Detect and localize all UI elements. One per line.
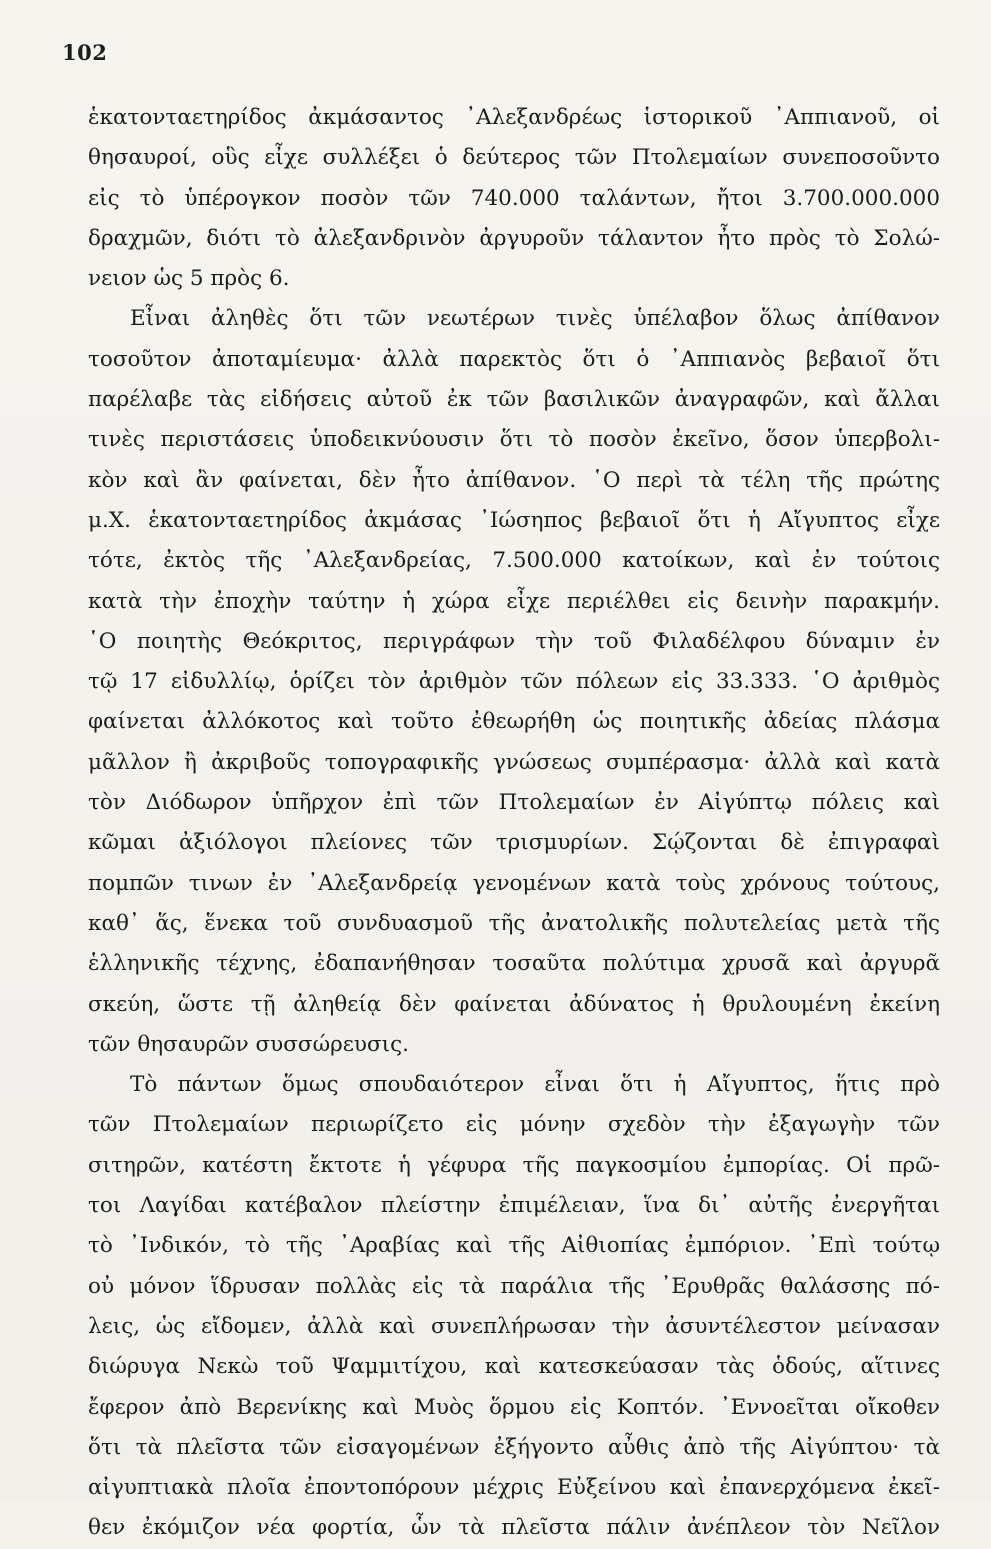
text-line: ἔφερον ἀπὸ Βερενίκης καὶ Μυὸς ὅρμου εἰς Κοπτόν. ᾿Εννοεῖται οἴκοθεν — [88, 1394, 940, 1420]
text-line: τὸ ᾿Ινδικόν, τὸ τῆς ᾿Αραβίας καὶ τῆς Αἰθιοπίας ἐμπόριον. ᾿Επὶ τούτῳ — [88, 1233, 940, 1259]
text-line: Εἶναι ἀληθὲς ὅτι τῶν νεωτέρων τινὲς ὑπέλαβον ὅλως ἀπίθανον — [130, 306, 940, 332]
text-line: ἑκατονταετηρίδος ἀκμάσαντος ᾿Αλεξανδρέως ἱστορικοῦ ᾿Αππιανοῦ, οἱ — [88, 105, 940, 130]
text-line: κῶμαι ἀξιόλογοι πλείονες τῶν τρισμυρίων. Σῴζονται δὲ ἐπιγραφαὶ — [88, 830, 940, 856]
text-line: παρέλαβε τὰς εἰδήσεις αὐτοῦ ἐκ τῶν βασιλικῶν ἀναγραφῶν, καὶ ἄλλαι — [88, 387, 940, 413]
text-line: ῾Ο ποιητὴς Θεόκριτος, περιγράφων τὴν τοῦ Φιλαδέλφου δύναμιν ἐν — [88, 628, 940, 654]
text-line: δραχμῶν, διότι τὸ ἀλεξανδρινὸν ἀργυροῦν τάλαντον ἦτο πρὸς τὸ Σολώ- — [88, 225, 940, 251]
text-line: νειον ὡς 5 πρὸς 6. — [88, 266, 290, 292]
text-line: τῶν θησαυρῶν συσσώρευσις. — [88, 1031, 409, 1057]
text-line: τοι Λαγίδαι κατέβαλον πλείστην ἐπιμέλειαν, ἵνα δι᾿ αὐτῆς ἐνεργῆται — [88, 1193, 940, 1219]
text-line: αἰγυπτιακὰ πλοῖα ἐποντοπόρουν μέχρις Εὐξείνου καὶ ἐπανερχόμενα ἐκεῖ- — [88, 1475, 940, 1501]
text-line: οὐ μόνον ἵδρυσαν πολλὰς εἰς τὰ παράλια τῆς ᾿Ερυθρᾶς θαλάσσης πό- — [88, 1273, 940, 1299]
text-line: φαίνεται ἀλλόκοτος καὶ τοῦτο ἐθεωρήθη ὡς ποιητικῆς ἀδείας πλάσμα — [88, 709, 940, 735]
text-line: ὅτι τὰ πλεῖστα τῶν εἰσαγομένων ἐξήγοντο αὖθις ἀπὸ τῆς Αἰγύπτου· τὰ — [88, 1434, 940, 1460]
text-line: σκεύη, ὥστε τῇ ἀληθείᾳ δὲν φαίνεται ἀδύνατος ἡ θρυλουμένη ἐκείνη — [88, 991, 940, 1017]
text-line: μ.Χ. ἑκατονταετηρίδος ἀκμάσας ᾿Ιώσηπος βεβαιοῖ ὅτι ἡ Αἴγυπτος εἶχε — [88, 507, 940, 533]
text-line: σιτηρῶν, κατέστη ἔκτοτε ἡ γέφυρα τῆς παγκοσμίου ἐμπορίας. Οἱ πρῶ- — [88, 1152, 940, 1178]
body-text — [88, 98, 940, 1549]
text-line: τοσοῦτον ἀποταμίευμα· ἀλλὰ παρεκτὸς ὅτι ὁ ᾿Αππιανὸς βεβαιοῖ ὅτι — [88, 346, 940, 372]
text-line: θησαυροί, οὓς εἶχε συλλέξει ὁ δεύτερος τῶν Πτολεμαίων συνεποσοῦντο — [88, 145, 940, 171]
text-line: κατὰ τὴν ἐποχὴν ταύτην ἡ χώρα εἶχε περιέλθει εἰς δεινὴν παρακμήν. — [88, 588, 940, 614]
text-line: θεν ἐκόμιζον νέα φορτία, ὧν τὰ πλεῖστα πάλιν ἀνέπλεον τὸν Νεῖλον — [88, 1515, 940, 1541]
text-line: τινὲς περιστάσεις ὑποδεικνύουσιν ὅτι τὸ ποσὸν ἐκεῖνο, ὅσον ὑπερβολι- — [88, 427, 940, 453]
text-line: διώρυγα Νεκὼ τοῦ Ψαμμιτίχου, καὶ κατεσκεύασαν τὰς ὁδούς, αἵτινες — [88, 1354, 940, 1380]
text-line: εἰς τὸ ὑπέρογκον ποσὸν τῶν 740.000 ταλάντων, ἤτοι 3.700.000.000 — [88, 185, 940, 211]
text-line: πομπῶν τινων ἐν ᾿Αλεξανδρείᾳ γενομένων κατὰ τοὺς χρόνους τούτους, — [88, 870, 940, 896]
text-line: Τὸ πάντων ὅμως σπουδαιότερον εἶναι ὅτι ἡ Αἴγυπτος, ἥτις πρὸ — [130, 1072, 940, 1098]
text-line: μᾶλλον ἢ ἀκριβοῦς τοπογραφικῆς γνώσεως συμπέρασμα· ἀλλὰ καὶ κατὰ — [88, 749, 940, 775]
text-line: τῶν Πτολεμαίων περιωρίζετο εἰς μόνην σχεδὸν τὴν ἐξαγωγὴν τῶν — [88, 1112, 940, 1138]
text-line: ἑλληνικῆς τέχνης, ἐδαπανήθησαν τοσαῦτα πολύτιμα χρυσᾶ καὶ ἀργυρᾶ — [88, 951, 940, 977]
text-line: κὸν καὶ ἂν φαίνεται, δὲν ἦτο ἀπίθανον. ῾Ο περὶ τὰ τέλη τῆς πρώτης — [88, 467, 940, 493]
text-line: τὸν Διόδωρον ὑπῆρχον ἐπὶ τῶν Πτολεμαίων ἐν Αἰγύπτῳ πόλεις καὶ — [88, 790, 940, 816]
text-line: καθ᾿ ἅς, ἕνεκα τοῦ συνδυασμοῦ τῆς ἀνατολικῆς πολυτελείας μετὰ τῆς — [88, 910, 940, 936]
text-line: τότε, ἐκτὸς τῆς ᾿Αλεξανδρείας, 7.500.000 κατοίκων, καὶ ἐν τούτοις — [88, 548, 940, 574]
page-number: 102 — [62, 40, 108, 65]
text-line: τῷ 17 εἰδυλλίῳ, ὁρίζει τὸν ἀριθμὸν τῶν πόλεων εἰς 33.333. ῾Ο ἀριθμὸς — [88, 669, 940, 695]
text-line: λεις, ὡς εἴδομεν, ἀλλὰ καὶ συνεπλήρωσαν τὴν ἀσυντέλεστον μείνασαν — [88, 1313, 940, 1339]
